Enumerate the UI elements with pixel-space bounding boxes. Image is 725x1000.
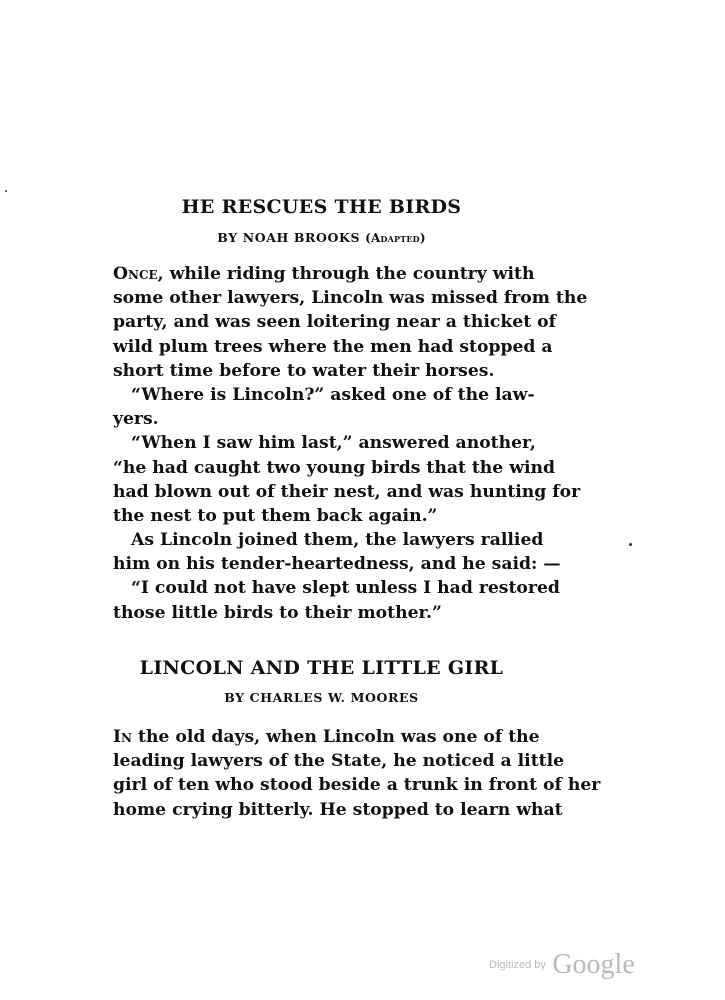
google-logo: Google bbox=[552, 949, 635, 980]
scan-speck bbox=[629, 543, 632, 546]
text-line: some other lawyers, Lincoln was missed from the bbox=[113, 288, 588, 309]
text-line: “Where is Lincoln?” asked one of the law- bbox=[131, 384, 535, 405]
story-byline bbox=[0, 230, 643, 245]
text-line: the nest to put them back again.” bbox=[113, 505, 438, 526]
digitized-watermark bbox=[489, 949, 635, 981]
author-name: BY NOAH BROOKS bbox=[217, 230, 361, 245]
text-line: him on his tender-heartedness, and he said: — bbox=[113, 554, 561, 575]
text-line: leading lawyers of the State, he noticed a little bbox=[113, 751, 565, 772]
story-body bbox=[113, 725, 601, 822]
story-title: HE RESCUES THE BIRDS bbox=[181, 196, 462, 218]
text-line: “he had caught two young birds that the wind bbox=[113, 457, 556, 478]
scan-speck bbox=[5, 190, 7, 192]
story-body bbox=[113, 262, 588, 625]
text-line: wild plum trees where the men had stopped a bbox=[113, 336, 553, 357]
text-line: yers. bbox=[113, 409, 159, 430]
text-line: had blown out of their nest, and was hunting for bbox=[113, 481, 581, 502]
adapted-note: (Adapted) bbox=[365, 231, 426, 245]
text-line: “When I saw him last,” answered another, bbox=[131, 433, 536, 454]
text-line: girl of ten who stood beside a trunk in front of her bbox=[113, 775, 601, 796]
text-line: Once, while riding through the country with bbox=[113, 264, 535, 284]
drop-cap-word: In bbox=[113, 727, 133, 747]
text-line: short time before to water their horses. bbox=[113, 360, 495, 381]
text-line: “I could not have slept unless I had restored bbox=[131, 578, 560, 599]
text-line: In the old days, when Lincoln was one of the bbox=[113, 727, 540, 747]
text-line: home crying bitterly. He stopped to learn what bbox=[113, 799, 563, 820]
story-title: LINCOLN AND THE LITTLE GIRL bbox=[139, 657, 504, 679]
text-line: party, and was seen loitering near a thicket of bbox=[113, 312, 556, 333]
story-byline: BY CHARLES W. MOORES bbox=[224, 690, 419, 705]
watermark-prefix: Digitized by bbox=[489, 959, 546, 971]
text-line: As Lincoln joined them, the lawyers rallied bbox=[131, 530, 544, 551]
text-line: those little birds to their mother.” bbox=[113, 602, 442, 623]
drop-cap-word: Once bbox=[113, 264, 158, 284]
